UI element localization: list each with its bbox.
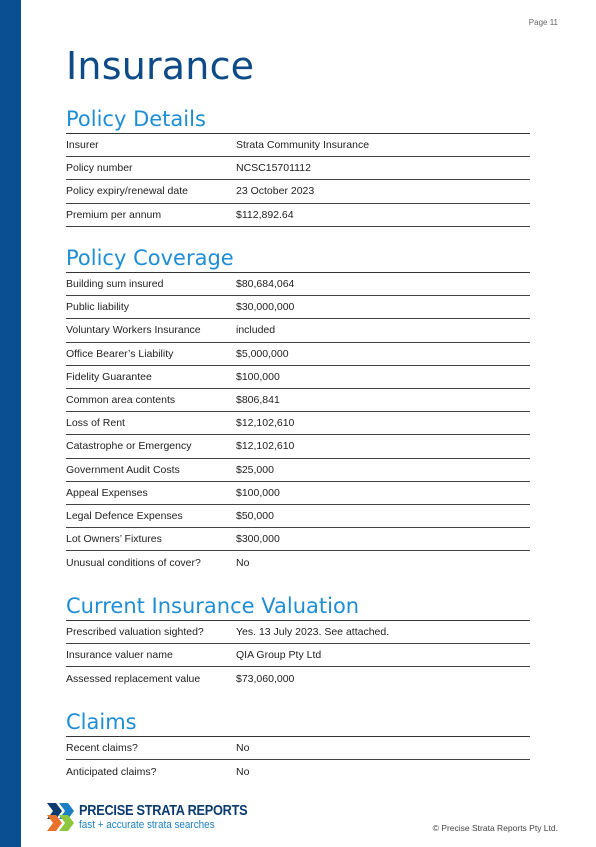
row-label: Public liability (66, 301, 130, 314)
table-row (66, 667, 530, 690)
section-heading: Current Insurance Valuation (66, 594, 360, 618)
row-value: $12,102,610 (236, 417, 295, 430)
side-accent-bar (0, 0, 21, 847)
row-value: $806,841 (236, 394, 280, 407)
logo-tagline: fast + accurate strata searches (79, 818, 215, 831)
row-label: Catastrophe or Emergency (66, 440, 192, 453)
row-label: Policy number (66, 162, 133, 175)
table-row (66, 180, 530, 203)
table-row (66, 366, 530, 389)
section-heading: Policy Coverage (66, 246, 234, 270)
row-label: Loss of Rent (66, 417, 125, 430)
row-value: No (236, 765, 250, 778)
row-label: Prescribed valuation sighted? (66, 626, 204, 639)
table-row (66, 134, 530, 157)
row-value: $30,000,000 (236, 301, 295, 314)
row-value: No (236, 742, 250, 755)
table-row (66, 760, 530, 783)
row-label: Government Audit Costs (66, 463, 180, 476)
table-row (66, 621, 530, 644)
row-label: Assessed replacement value (66, 672, 201, 685)
logo-name: PRECISE STRATA REPORTS (79, 801, 248, 819)
table-row (66, 737, 530, 760)
row-label: Insurance valuer name (66, 649, 173, 662)
table-row (66, 343, 530, 366)
table-row (66, 204, 530, 227)
table-row (66, 505, 530, 528)
table-row (66, 528, 530, 551)
row-label: Fidelity Guarantee (66, 370, 152, 383)
row-value: $112,892.64 (236, 208, 294, 221)
row-label: Common area contents (66, 394, 176, 407)
company-logo (47, 801, 277, 833)
row-value: included (236, 324, 276, 337)
row-label: Voluntary Workers Insurance (66, 324, 201, 337)
row-value: $73,060,000 (236, 672, 295, 685)
row-value: NCSC15701112 (236, 162, 311, 175)
row-label: Anticipated claims? (66, 765, 157, 778)
table-row (66, 412, 530, 435)
row-value: $100,000 (236, 370, 280, 383)
table-row (66, 157, 530, 180)
table-row (66, 482, 530, 505)
table-row (66, 273, 530, 296)
policy-details-section (66, 105, 530, 227)
row-value: Strata Community Insurance (236, 139, 370, 152)
row-value: $300,000 (236, 533, 280, 546)
table-row (66, 435, 530, 458)
claims-table (66, 736, 530, 783)
policy-coverage-table (66, 272, 530, 574)
row-value: No (236, 556, 250, 569)
table-row (66, 389, 530, 412)
section-heading: Policy Details (66, 107, 206, 131)
page-number: Page 11 (528, 18, 558, 27)
row-label: Lot Owners’ Fixtures (66, 533, 162, 546)
current-insurance-valuation-section (66, 592, 530, 691)
row-value: $12,102,610 (236, 440, 295, 453)
claims-section (66, 708, 530, 783)
row-label: Office Bearer’s Liability (66, 347, 174, 360)
section-heading: Claims (66, 710, 137, 734)
row-label: Building sum insured (66, 278, 164, 291)
valuation-table (66, 620, 530, 691)
table-row (66, 551, 530, 574)
row-label: Policy expiry/renewal date (66, 185, 188, 198)
table-row (66, 296, 530, 319)
table-row (66, 319, 530, 342)
row-label: Unusual conditions of cover? (66, 556, 201, 569)
row-value: Yes. 13 July 2023. See attached. (236, 626, 390, 639)
policy-details-table (66, 133, 530, 227)
row-value: 23 October 2023 (236, 185, 315, 198)
precise-strata-chevron-logo-icon (47, 801, 75, 833)
row-value: QIA Group Pty Ltd (236, 649, 322, 662)
policy-coverage-section (66, 244, 530, 574)
row-label: Legal Defence Expenses (66, 509, 183, 522)
row-value: $5,000,000 (236, 347, 289, 360)
row-label: Recent claims? (66, 742, 138, 755)
row-label: Insurer (66, 139, 99, 152)
row-label: Appeal Expenses (66, 486, 148, 499)
table-row (66, 644, 530, 667)
copyright-notice: © Precise Strata Reports Pty Ltd. (432, 823, 558, 833)
row-value: $80,684,064 (236, 278, 295, 291)
page-title: Insurance (66, 44, 255, 88)
row-value: $100,000 (236, 486, 280, 499)
row-value: $50,000 (236, 509, 274, 522)
row-label: Premium per annum (66, 208, 162, 221)
row-value: $25,000 (236, 463, 274, 476)
table-row (66, 459, 530, 482)
